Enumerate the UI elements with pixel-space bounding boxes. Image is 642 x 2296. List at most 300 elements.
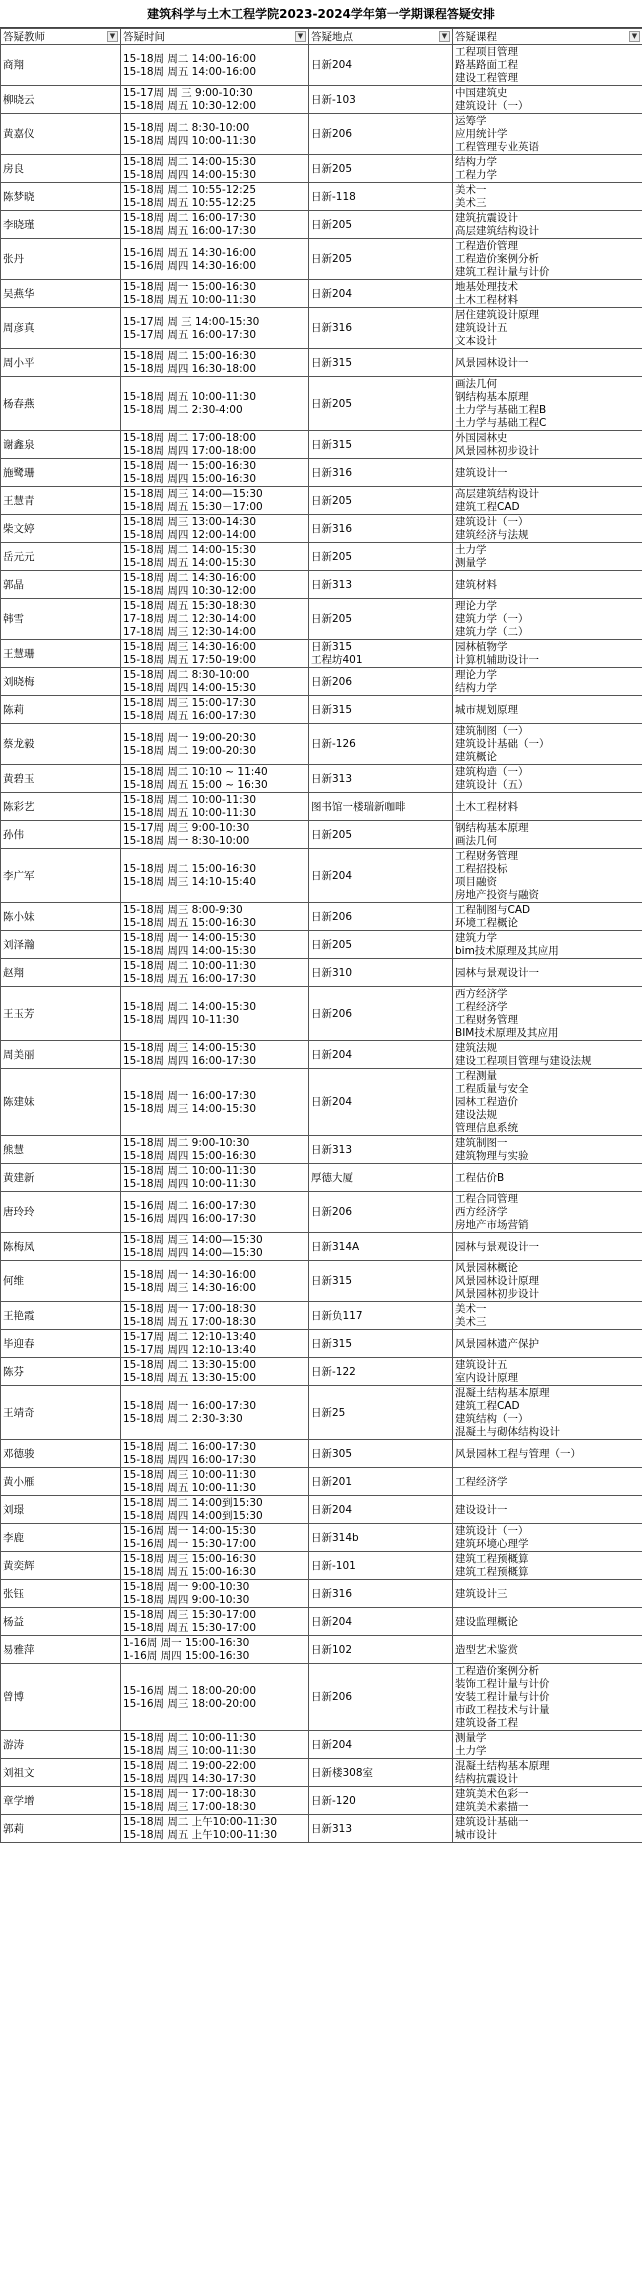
- time-cell[interactable]: [121, 86, 309, 114]
- place-cell[interactable]: [309, 1636, 453, 1664]
- place-cell[interactable]: [309, 1041, 453, 1069]
- time-cell-line: 15-16周 周二 18:00-20:00: [123, 1684, 256, 1697]
- time-cell-line: 15-18周 周四 10:00-11:30: [123, 1178, 256, 1190]
- time-cell-line: 15-18周 周五 14:00-16:00: [123, 65, 256, 78]
- course-cell-line: 装饰工程计量与计价: [455, 1678, 550, 1690]
- place-cell[interactable]: [309, 724, 453, 765]
- course-cell[interactable]: [453, 1440, 642, 1468]
- time-cell-line: 15-18周 周二 16:00-17:30: [123, 1441, 256, 1453]
- course-cell[interactable]: [453, 280, 642, 308]
- course-cell[interactable]: [453, 211, 642, 239]
- time-cell[interactable]: [121, 1440, 309, 1468]
- chevron-down-icon[interactable]: ▼: [439, 31, 450, 42]
- place-cell[interactable]: [309, 1496, 453, 1524]
- time-cell[interactable]: [121, 821, 309, 849]
- course-cell-line: 工程测量: [455, 1070, 497, 1082]
- table-row: [1, 1731, 642, 1759]
- course-cell[interactable]: [453, 987, 642, 1041]
- course-cell[interactable]: [453, 487, 642, 515]
- course-cell[interactable]: [453, 931, 642, 959]
- course-cell[interactable]: [453, 1358, 642, 1386]
- teacher-cell[interactable]: 商翔: [1, 45, 121, 86]
- course-cell[interactable]: [453, 599, 642, 640]
- time-cell-line: 15-18周 周二 17:00-18:00: [123, 432, 256, 444]
- teacher-cell[interactable]: 谢鑫泉: [1, 431, 121, 459]
- time-cell[interactable]: [121, 1468, 309, 1496]
- table-row: [1, 1524, 642, 1552]
- course-cell[interactable]: [453, 959, 642, 987]
- teacher-cell[interactable]: 黄碧玉: [1, 765, 121, 793]
- place-cell[interactable]: [309, 86, 453, 114]
- teacher-cell[interactable]: 王靖奇: [1, 1386, 121, 1440]
- course-cell-line: 造型艺术鉴赏: [455, 1643, 518, 1656]
- time-cell-line: 15-18周 周五 16:00-17:30: [123, 710, 256, 722]
- time-cell[interactable]: [121, 183, 309, 211]
- teacher-cell[interactable]: 唐玲玲: [1, 1192, 121, 1233]
- header-time-label: 答疑时间: [123, 30, 165, 43]
- place-cell-line: 日新204: [311, 1503, 353, 1516]
- course-cell[interactable]: [453, 183, 642, 211]
- course-cell[interactable]: [453, 1386, 642, 1440]
- place-cell[interactable]: [309, 183, 453, 211]
- place-cell[interactable]: [309, 1552, 453, 1580]
- teacher-cell[interactable]: 张钰: [1, 1580, 121, 1608]
- time-cell[interactable]: [121, 959, 309, 987]
- place-cell-line: 日新204: [311, 1615, 353, 1628]
- time-cell[interactable]: [121, 1731, 309, 1759]
- time-cell[interactable]: [121, 668, 309, 696]
- time-cell-line: 15-18周 周五 10:55-12:25: [123, 197, 256, 209]
- place-cell[interactable]: [309, 1386, 453, 1440]
- course-cell-line: 建筑结构（一）: [455, 1413, 529, 1425]
- teacher-cell[interactable]: 蔡龙毅: [1, 724, 121, 765]
- course-cell[interactable]: [453, 515, 642, 543]
- teacher-cell[interactable]: 邓德骏: [1, 1440, 121, 1468]
- course-cell-line: 工程管理专业英语: [455, 141, 539, 153]
- teacher-cell[interactable]: 王慧青: [1, 487, 121, 515]
- teacher-cell[interactable]: 吴燕华: [1, 280, 121, 308]
- teacher-cell[interactable]: 毕迎春: [1, 1330, 121, 1358]
- time-cell[interactable]: [121, 987, 309, 1041]
- place-cell[interactable]: [309, 543, 453, 571]
- header-time: [121, 29, 309, 45]
- place-cell-line: 日新315: [311, 1275, 353, 1287]
- course-cell[interactable]: [453, 1330, 642, 1358]
- place-cell[interactable]: [309, 211, 453, 239]
- table-row: [1, 183, 642, 211]
- place-cell[interactable]: [309, 155, 453, 183]
- teacher-cell[interactable]: 周彦真: [1, 308, 121, 349]
- course-cell[interactable]: [453, 45, 642, 86]
- place-cell[interactable]: [309, 1608, 453, 1636]
- time-cell-line: 15-18周 周一 8:30-10:00: [123, 835, 250, 847]
- time-cell-line: 15-18周 周二 10:00-11:30: [123, 1732, 256, 1744]
- time-cell[interactable]: [121, 1136, 309, 1164]
- time-cell[interactable]: [121, 1233, 309, 1261]
- place-cell[interactable]: [309, 487, 453, 515]
- course-cell[interactable]: [453, 349, 642, 377]
- place-cell[interactable]: [309, 1358, 453, 1386]
- time-cell[interactable]: [121, 543, 309, 571]
- teacher-cell[interactable]: 岳元元: [1, 543, 121, 571]
- place-cell[interactable]: [309, 1192, 453, 1233]
- time-cell-line: 15-18周 周四 17:00-18:00: [123, 445, 256, 457]
- course-cell-line: 风景园林设计一: [455, 356, 529, 369]
- course-cell[interactable]: [453, 1608, 642, 1636]
- place-cell[interactable]: [309, 599, 453, 640]
- time-cell[interactable]: [121, 515, 309, 543]
- course-cell[interactable]: [453, 1136, 642, 1164]
- place-cell[interactable]: [309, 1664, 453, 1731]
- time-cell-line: 15-18周 周五 14:00-15:30: [123, 557, 256, 569]
- teacher-cell[interactable]: 王艳霞: [1, 1302, 121, 1330]
- teacher-cell[interactable]: 曾博: [1, 1664, 121, 1731]
- course-cell-line: 建筑美术色彩一: [455, 1788, 529, 1800]
- time-cell[interactable]: [121, 1192, 309, 1233]
- teacher-cell[interactable]: 柳晓云: [1, 86, 121, 114]
- teacher-cell[interactable]: 郭晶: [1, 571, 121, 599]
- time-cell[interactable]: [121, 1164, 309, 1192]
- course-cell[interactable]: [453, 793, 642, 821]
- chevron-down-icon[interactable]: ▼: [629, 31, 640, 42]
- course-cell-line: 风景园林设计原理: [455, 1275, 539, 1287]
- course-cell[interactable]: [453, 696, 642, 724]
- place-cell-line: 日新315: [311, 438, 353, 451]
- course-cell[interactable]: [453, 308, 642, 349]
- course-cell[interactable]: [453, 1787, 642, 1815]
- time-cell[interactable]: [121, 724, 309, 765]
- place-cell[interactable]: [309, 1330, 453, 1358]
- time-cell[interactable]: [121, 1759, 309, 1787]
- course-cell[interactable]: [453, 1041, 642, 1069]
- teacher-cell[interactable]: 柴文婷: [1, 515, 121, 543]
- time-cell[interactable]: [121, 1041, 309, 1069]
- table-row: [1, 377, 642, 431]
- place-cell[interactable]: [309, 114, 453, 155]
- place-cell[interactable]: [309, 280, 453, 308]
- teacher-cell[interactable]: 陈梦晓: [1, 183, 121, 211]
- course-cell[interactable]: [453, 571, 642, 599]
- course-cell[interactable]: [453, 1815, 642, 1843]
- course-cell-line: 建筑法规: [455, 1042, 497, 1054]
- time-cell-line: 15-17周 周五 16:00-17:30: [123, 328, 256, 341]
- course-cell[interactable]: [453, 543, 642, 571]
- time-cell[interactable]: [121, 1261, 309, 1302]
- place-cell[interactable]: [309, 931, 453, 959]
- place-cell[interactable]: [309, 1731, 453, 1759]
- teacher-cell[interactable]: 刘祖文: [1, 1759, 121, 1787]
- time-cell[interactable]: [121, 793, 309, 821]
- place-cell[interactable]: [309, 377, 453, 431]
- time-cell[interactable]: [121, 114, 309, 155]
- time-cell-line: 15-18周 周五 17:00-18:30: [123, 1316, 256, 1328]
- course-cell-line: 建筑制图一: [455, 1137, 508, 1149]
- teacher-cell[interactable]: 周小平: [1, 349, 121, 377]
- teacher-cell[interactable]: 孙伟: [1, 821, 121, 849]
- time-cell[interactable]: [121, 640, 309, 668]
- teacher-cell[interactable]: 陈建妹: [1, 1069, 121, 1136]
- teacher-cell[interactable]: 游涛: [1, 1731, 121, 1759]
- course-cell[interactable]: [453, 668, 642, 696]
- time-cell-line: 15-18周 周二 19:00-22:00: [123, 1760, 256, 1772]
- place-cell[interactable]: [309, 1136, 453, 1164]
- course-cell-line: 美术三: [455, 197, 487, 209]
- time-cell-line: 15-18周 周一 14:00-15:30: [123, 932, 256, 944]
- course-cell[interactable]: [453, 903, 642, 931]
- table-row: [1, 849, 642, 903]
- place-cell[interactable]: [309, 1815, 453, 1843]
- time-cell[interactable]: [121, 377, 309, 431]
- table-row: [1, 349, 642, 377]
- time-cell[interactable]: [121, 931, 309, 959]
- place-cell[interactable]: [309, 45, 453, 86]
- teacher-cell[interactable]: 张丹: [1, 239, 121, 280]
- chevron-down-icon[interactable]: ▼: [107, 31, 118, 42]
- teacher-cell[interactable]: 王玉芳: [1, 987, 121, 1041]
- teacher-cell[interactable]: 刘璟: [1, 1496, 121, 1524]
- course-cell-line: 园林植物学: [455, 641, 508, 653]
- course-cell[interactable]: [453, 1759, 642, 1787]
- teacher-cell[interactable]: 房良: [1, 155, 121, 183]
- teacher-cell[interactable]: 黄小雁: [1, 1468, 121, 1496]
- place-cell[interactable]: [309, 515, 453, 543]
- time-cell[interactable]: [121, 1524, 309, 1552]
- time-cell[interactable]: [121, 1787, 309, 1815]
- course-cell[interactable]: [453, 1524, 642, 1552]
- teacher-cell[interactable]: 刘晓梅: [1, 668, 121, 696]
- time-cell-line: 15-18周 周一 19:00-20:30: [123, 731, 256, 744]
- time-cell[interactable]: [121, 1386, 309, 1440]
- course-cell-line: 结构力学: [455, 156, 497, 168]
- time-cell[interactable]: [121, 280, 309, 308]
- course-cell-line: 工程力学: [455, 169, 497, 181]
- place-cell[interactable]: [309, 668, 453, 696]
- teacher-cell[interactable]: 熊慧: [1, 1136, 121, 1164]
- time-cell-line: 15-18周 周二 14:00到15:30: [123, 1497, 263, 1509]
- time-cell[interactable]: [121, 696, 309, 724]
- course-cell-line: 建设工程管理: [455, 72, 518, 84]
- place-cell[interactable]: [309, 1580, 453, 1608]
- place-cell[interactable]: [309, 640, 453, 668]
- place-cell[interactable]: [309, 1164, 453, 1192]
- time-cell-line: 15-18周 周四 10-11:30: [123, 1014, 240, 1026]
- time-cell[interactable]: [121, 1330, 309, 1358]
- time-cell-line: 15-18周 周四 12:00-14:00: [123, 529, 256, 541]
- place-cell[interactable]: [309, 987, 453, 1041]
- course-cell[interactable]: [453, 724, 642, 765]
- teacher-cell[interactable]: 韩雪: [1, 599, 121, 640]
- teacher-cell[interactable]: 黄嘉仪: [1, 114, 121, 155]
- time-cell[interactable]: [121, 1636, 309, 1664]
- teacher-cell[interactable]: 刘泽瀚: [1, 931, 121, 959]
- time-cell[interactable]: [121, 765, 309, 793]
- course-cell[interactable]: [453, 1580, 642, 1608]
- time-cell[interactable]: [121, 211, 309, 239]
- teacher-cell[interactable]: 施鹭珊: [1, 459, 121, 487]
- teacher-cell[interactable]: 黄奕辉: [1, 1552, 121, 1580]
- teacher-cell[interactable]: 陈芬: [1, 1358, 121, 1386]
- teacher-cell[interactable]: 易雅萍: [1, 1636, 121, 1664]
- time-cell-line: 15-18周 周四 15:00-16:30: [123, 473, 256, 485]
- time-cell[interactable]: [121, 1815, 309, 1843]
- place-cell[interactable]: [309, 431, 453, 459]
- time-cell-line: 15-18周 周四 14:00-15:30: [123, 682, 256, 694]
- course-cell[interactable]: [453, 821, 642, 849]
- time-cell-line: 15-18周 周三 10:00-11:30: [123, 1745, 256, 1757]
- time-cell[interactable]: [121, 487, 309, 515]
- course-cell[interactable]: [453, 1192, 642, 1233]
- place-cell-line: 日新316: [311, 322, 353, 334]
- place-cell[interactable]: [309, 1524, 453, 1552]
- place-cell[interactable]: [309, 821, 453, 849]
- course-cell[interactable]: [453, 1468, 642, 1496]
- course-cell[interactable]: [453, 431, 642, 459]
- place-cell[interactable]: [309, 459, 453, 487]
- course-cell[interactable]: [453, 114, 642, 155]
- place-cell[interactable]: [309, 903, 453, 931]
- place-cell[interactable]: [309, 1233, 453, 1261]
- course-cell[interactable]: [453, 640, 642, 668]
- place-cell[interactable]: [309, 849, 453, 903]
- teacher-cell[interactable]: 陈莉: [1, 696, 121, 724]
- course-cell[interactable]: [453, 1664, 642, 1731]
- time-cell[interactable]: [121, 1608, 309, 1636]
- teacher-cell[interactable]: 何维: [1, 1261, 121, 1302]
- time-cell[interactable]: [121, 1496, 309, 1524]
- teacher-cell[interactable]: 李鹿: [1, 1524, 121, 1552]
- time-cell-line: 15-18周 周一 15:00-16:30: [123, 281, 256, 293]
- place-cell[interactable]: [309, 1302, 453, 1330]
- schedule-table: [0, 28, 642, 1843]
- place-cell-line: 日新206: [311, 910, 353, 923]
- teacher-cell[interactable]: 李晓瑾: [1, 211, 121, 239]
- place-cell-line: 日新102: [311, 1643, 353, 1656]
- time-cell[interactable]: [121, 1358, 309, 1386]
- course-cell-line: 钢结构基本原理: [455, 822, 529, 834]
- place-cell-line: 日新314b: [311, 1531, 359, 1544]
- time-cell[interactable]: [121, 45, 309, 86]
- time-cell[interactable]: [121, 1302, 309, 1330]
- course-cell[interactable]: [453, 86, 642, 114]
- table-row: [1, 931, 642, 959]
- place-cell-line: 日新205: [311, 397, 353, 410]
- place-cell[interactable]: [309, 1468, 453, 1496]
- place-cell[interactable]: [309, 696, 453, 724]
- time-cell-line: 15-18周 周二 14:30-16:00: [123, 572, 256, 584]
- teacher-cell[interactable]: 陈彩艺: [1, 793, 121, 821]
- teacher-cell[interactable]: 李广军: [1, 849, 121, 903]
- course-cell-line: 市政工程技术与计量: [455, 1704, 550, 1716]
- time-cell[interactable]: [121, 571, 309, 599]
- teacher-cell[interactable]: 赵翔: [1, 959, 121, 987]
- table-row: [1, 459, 642, 487]
- time-cell[interactable]: [121, 349, 309, 377]
- course-cell-line: 西方经济学: [455, 1206, 508, 1218]
- time-cell[interactable]: [121, 239, 309, 280]
- table-row: [1, 1815, 642, 1843]
- time-cell[interactable]: [121, 308, 309, 349]
- time-cell[interactable]: [121, 849, 309, 903]
- course-cell[interactable]: [453, 765, 642, 793]
- teacher-cell[interactable]: 杨益: [1, 1608, 121, 1636]
- time-cell[interactable]: [121, 431, 309, 459]
- time-cell[interactable]: [121, 155, 309, 183]
- course-cell[interactable]: [453, 1636, 642, 1664]
- course-cell[interactable]: [453, 1261, 642, 1302]
- course-cell[interactable]: [453, 377, 642, 431]
- teacher-cell[interactable]: 王慧珊: [1, 640, 121, 668]
- teacher-cell[interactable]: 黄建新: [1, 1164, 121, 1192]
- time-cell-line: 1-16周 周四 15:00-16:30: [123, 1650, 250, 1662]
- chevron-down-icon[interactable]: ▼: [295, 31, 306, 42]
- place-cell[interactable]: [309, 765, 453, 793]
- place-cell[interactable]: [309, 239, 453, 280]
- course-cell[interactable]: [453, 1731, 642, 1759]
- time-cell[interactable]: [121, 1580, 309, 1608]
- course-cell-line: 风景园林初步设计: [455, 1288, 539, 1300]
- time-cell-line: 15-18周 周二 16:00-17:30: [123, 212, 256, 224]
- teacher-cell[interactable]: 周美丽: [1, 1041, 121, 1069]
- table-row: [1, 696, 642, 724]
- teacher-cell[interactable]: 陈梅凤: [1, 1233, 121, 1261]
- course-cell-line: 钢结构基本原理: [455, 391, 529, 403]
- course-cell[interactable]: [453, 1069, 642, 1136]
- time-cell-line: 15-17周 周四 12:10-13:40: [123, 1344, 256, 1356]
- course-cell[interactable]: [453, 849, 642, 903]
- course-cell[interactable]: [453, 239, 642, 280]
- course-cell-line: 建筑抗震设计: [455, 212, 518, 224]
- place-cell[interactable]: [309, 349, 453, 377]
- teacher-cell[interactable]: 章学增: [1, 1787, 121, 1815]
- course-cell[interactable]: [453, 1233, 642, 1261]
- time-cell[interactable]: [121, 599, 309, 640]
- place-cell[interactable]: [309, 1759, 453, 1787]
- table-row: [1, 987, 642, 1041]
- time-cell[interactable]: [121, 1552, 309, 1580]
- course-cell[interactable]: [453, 459, 642, 487]
- course-cell[interactable]: [453, 1552, 642, 1580]
- time-cell[interactable]: [121, 459, 309, 487]
- course-cell[interactable]: [453, 155, 642, 183]
- place-cell[interactable]: [309, 308, 453, 349]
- sheet-title: 建筑科学与土木工程学院2023-2024学年第一学期课程答疑安排: [0, 0, 642, 28]
- teacher-cell[interactable]: 郭莉: [1, 1815, 121, 1843]
- place-cell[interactable]: [309, 1261, 453, 1302]
- time-cell[interactable]: [121, 1664, 309, 1731]
- teacher-cell[interactable]: 陈小妹: [1, 903, 121, 931]
- time-cell-line: 15-18周 周二 2:30-3:30: [123, 1413, 243, 1425]
- place-cell[interactable]: [309, 1440, 453, 1468]
- time-cell-line: 15-18周 周五 15:30-18:30: [123, 600, 256, 612]
- place-cell[interactable]: [309, 793, 453, 821]
- teacher-cell[interactable]: 杨春燕: [1, 377, 121, 431]
- course-cell-line: 建筑美术素描一: [455, 1801, 529, 1813]
- course-cell[interactable]: [453, 1164, 642, 1192]
- course-cell-line: 城市规划原理: [455, 703, 518, 716]
- time-cell[interactable]: [121, 903, 309, 931]
- place-cell[interactable]: [309, 1787, 453, 1815]
- table-row: [1, 114, 642, 155]
- course-cell[interactable]: [453, 1302, 642, 1330]
- course-cell[interactable]: [453, 1496, 642, 1524]
- place-cell[interactable]: [309, 959, 453, 987]
- table-row: [1, 1302, 642, 1330]
- time-cell-line: 15-18周 周五 上午10:00-11:30: [123, 1829, 277, 1841]
- place-cell[interactable]: [309, 1069, 453, 1136]
- time-cell[interactable]: [121, 1069, 309, 1136]
- course-cell-line: 居住建筑设计原理: [455, 309, 539, 321]
- place-cell[interactable]: [309, 571, 453, 599]
